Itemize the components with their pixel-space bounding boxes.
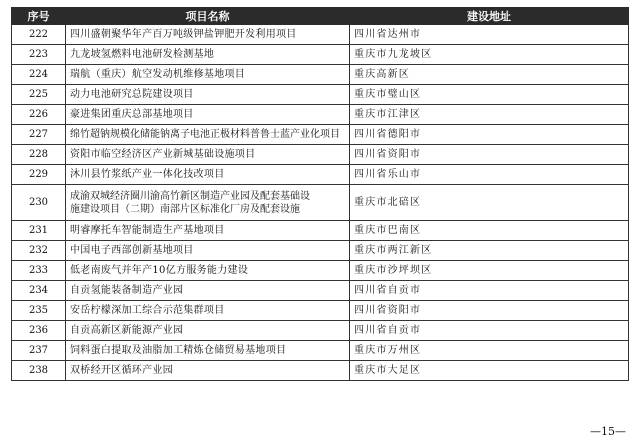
table-row: [12, 105, 629, 125]
table-header-row: [12, 8, 629, 25]
row-number: 234: [12, 281, 66, 301]
table-row: [12, 341, 629, 361]
row-location: 四川省德阳市: [350, 125, 629, 145]
table-row: [12, 185, 629, 221]
row-location: 四川省资阳市: [350, 145, 629, 165]
row-number: 227: [12, 125, 66, 145]
row-project-name: 九龙坡氢燃料电池研发检测基地: [66, 45, 350, 65]
row-number: 237: [12, 341, 66, 361]
row-location: 重庆市两江新区: [350, 241, 629, 261]
row-project-name: 自贡氢能装备制造产业园: [66, 281, 350, 301]
row-number: 232: [12, 241, 66, 261]
row-location: 重庆市璧山区: [350, 85, 629, 105]
row-location: 重庆市巴南区: [350, 221, 629, 241]
row-project-name: 动力电池研究总院建设项目: [66, 85, 350, 105]
row-project-name: 绵竹超钠规模化储能钠离子电池正极材料普鲁士蓝产业化项目: [66, 125, 350, 145]
table-row: [12, 321, 629, 341]
header-location: 建设地址: [350, 8, 629, 25]
project-table-page: [11, 7, 628, 381]
row-location: 重庆市万州区: [350, 341, 629, 361]
table-row: [12, 301, 629, 321]
row-location: 重庆市江津区: [350, 105, 629, 125]
row-project-name: 低老南废气并年产10亿方服务能力建设: [66, 261, 350, 281]
table-row: [12, 45, 629, 65]
table-row: [12, 65, 629, 85]
row-location: 四川省资阳市: [350, 301, 629, 321]
row-number: 235: [12, 301, 66, 321]
row-location: 重庆高新区: [350, 65, 629, 85]
row-project-name-line-1: 成渝双城经济圈川渝高竹新区制造产业园及配套基础设: [70, 190, 310, 202]
row-project-name: 瑞航（重庆）航空发动机维修基地项目: [66, 65, 350, 85]
table-row: [12, 361, 629, 381]
project-table: [11, 7, 629, 381]
table-row: [12, 241, 629, 261]
row-number: 226: [12, 105, 66, 125]
row-project-name: 四川盛朝聚华年产百万吨级钾盐钾肥开发利用项目: [66, 25, 350, 45]
row-number: 233: [12, 261, 66, 281]
table-row: [12, 125, 629, 145]
row-location: 四川省自贡市: [350, 281, 629, 301]
page-number: —15—: [590, 425, 626, 438]
table-row: [12, 25, 629, 45]
row-number: 224: [12, 65, 66, 85]
row-number: 222: [12, 25, 66, 45]
row-project-name: 安岳柠檬深加工综合示范集群项目: [66, 301, 350, 321]
table-row: [12, 221, 629, 241]
row-project-name: 中国电子西部创新基地项目: [66, 241, 350, 261]
table-row: [12, 145, 629, 165]
table-row: [12, 281, 629, 301]
table-row: [12, 261, 629, 281]
row-location: 重庆市九龙坡区: [350, 45, 629, 65]
header-serial-number: 序号: [12, 8, 66, 25]
row-number: 238: [12, 361, 66, 381]
row-location: 四川省自贡市: [350, 321, 629, 341]
row-project-name: 沐川县竹浆纸产业一体化技改项目: [66, 165, 350, 185]
table-row: [12, 85, 629, 105]
row-number: 231: [12, 221, 66, 241]
row-project-name: 饲料蛋白提取及油脂加工精炼仓储贸易基地项目: [66, 341, 350, 361]
row-project-name: 资阳市临空经济区产业新城基础设施项目: [66, 145, 350, 165]
row-project-name: 豪进集团重庆总部基地项目: [66, 105, 350, 125]
row-project-name: 明睿摩托车智能制造生产基地项目: [66, 221, 350, 241]
row-location: 重庆市大足区: [350, 361, 629, 381]
row-project-name: 自贡高新区新能源产业园: [66, 321, 350, 341]
row-number: 230: [12, 185, 66, 221]
row-project-name-line-2: 施建设项目（二期）南部片区标准化厂房及配套设施: [70, 203, 300, 215]
row-location: 四川省乐山市: [350, 165, 629, 185]
header-project-name: 项目名称: [66, 8, 350, 25]
row-project-name: 双桥经开区循环产业园: [66, 361, 350, 381]
row-project-name: [66, 185, 350, 221]
row-number: 223: [12, 45, 66, 65]
row-location: 重庆市北碚区: [350, 185, 629, 221]
row-number: 236: [12, 321, 66, 341]
row-number: 225: [12, 85, 66, 105]
row-number: 229: [12, 165, 66, 185]
row-location: 四川省达州市: [350, 25, 629, 45]
row-location: 重庆市沙坪坝区: [350, 261, 629, 281]
row-number: 228: [12, 145, 66, 165]
table-row: [12, 165, 629, 185]
